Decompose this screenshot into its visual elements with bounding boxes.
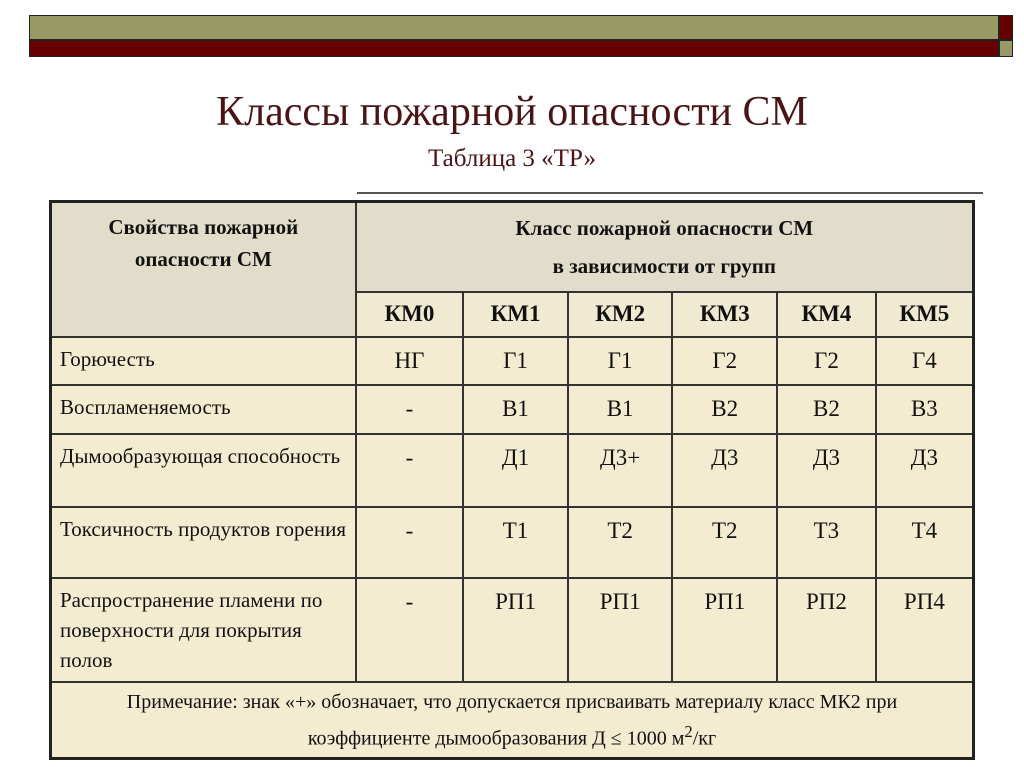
note-superscript: 2 — [684, 721, 693, 741]
cell-value: Г4 — [876, 337, 974, 385]
decor-bar-olive — [29, 15, 999, 40]
decor-square-red — [999, 15, 1013, 40]
table-row — [51, 337, 974, 385]
slide-title: Классы пожарной опасности СМ — [216, 89, 808, 135]
table-row — [51, 434, 974, 507]
cell-value: В2 — [777, 385, 876, 434]
cell-value: Т4 — [876, 507, 974, 578]
class-header-КМ0: КМ0 — [356, 292, 464, 337]
decor-bar-red — [29, 40, 999, 57]
slide-subtitle: Таблица 3 «ТР» — [428, 145, 596, 172]
note-text: коэффициенте дымообразования Д ≤ 1000 м — [307, 727, 685, 750]
cell-value: Д3 — [876, 434, 974, 507]
row-label: Токсичность продуктов горения — [51, 507, 356, 578]
class-group-header — [356, 202, 974, 292]
cell-value: Т3 — [777, 507, 876, 578]
cell-value: РП4 — [876, 578, 974, 682]
cell-value: Д3+ — [568, 434, 673, 507]
row-label: Дымообразующая способность — [51, 434, 356, 507]
cell-value: В3 — [876, 385, 974, 434]
cell-value: В2 — [672, 385, 777, 434]
properties-header: Свойства пожарной опасности СМ — [51, 202, 356, 337]
note-unit: /кг — [692, 727, 717, 750]
cell-value: Г2 — [672, 337, 777, 385]
decor-square-olive — [999, 40, 1013, 57]
cell-value: - — [356, 434, 464, 507]
cell-value: Т1 — [463, 507, 568, 578]
cell-value: Т2 — [568, 507, 673, 578]
cell-value: РП1 — [568, 578, 673, 682]
note-line2 — [62, 717, 962, 754]
cell-value: НГ — [356, 337, 464, 385]
class-header-КМ1: КМ1 — [463, 292, 568, 337]
class-header-КМ2: КМ2 — [568, 292, 673, 337]
cell-value: В1 — [568, 385, 673, 434]
group-header-line1: Класс пожарной опасности СМ — [515, 216, 814, 240]
row-label: Распространение пламени по поверхности для покрытия полов — [51, 578, 356, 682]
cell-value: Д3 — [672, 434, 777, 507]
note-line1: Примечание: знак «+» обозначает, что допускается присваивать материалу класс МК2 при — [126, 690, 898, 713]
cell-value: РП1 — [672, 578, 777, 682]
table-row — [51, 507, 974, 578]
cell-value: В1 — [463, 385, 568, 434]
row-label: Воспламеняемость — [51, 385, 356, 434]
class-header-КМ4: КМ4 — [777, 292, 876, 337]
cell-value: Д1 — [463, 434, 568, 507]
cell-value: Г1 — [568, 337, 673, 385]
cell-value: - — [356, 578, 464, 682]
cell-value: - — [356, 507, 464, 578]
fire-class-table — [49, 200, 975, 760]
class-header-КМ3: КМ3 — [672, 292, 777, 337]
cell-value: Г1 — [463, 337, 568, 385]
cell-value: РП2 — [777, 578, 876, 682]
cell-value: - — [356, 385, 464, 434]
class-header-КМ5: КМ5 — [876, 292, 974, 337]
divider — [357, 192, 983, 194]
row-label: Горючесть — [51, 337, 356, 385]
cell-value: Т2 — [672, 507, 777, 578]
cell-value: Г2 — [777, 337, 876, 385]
table-row — [51, 385, 974, 434]
group-header-line2: в зависимости от групп — [552, 254, 776, 278]
table-note — [51, 682, 974, 759]
cell-value: РП1 — [463, 578, 568, 682]
table-row — [51, 578, 974, 682]
cell-value: Д3 — [777, 434, 876, 507]
